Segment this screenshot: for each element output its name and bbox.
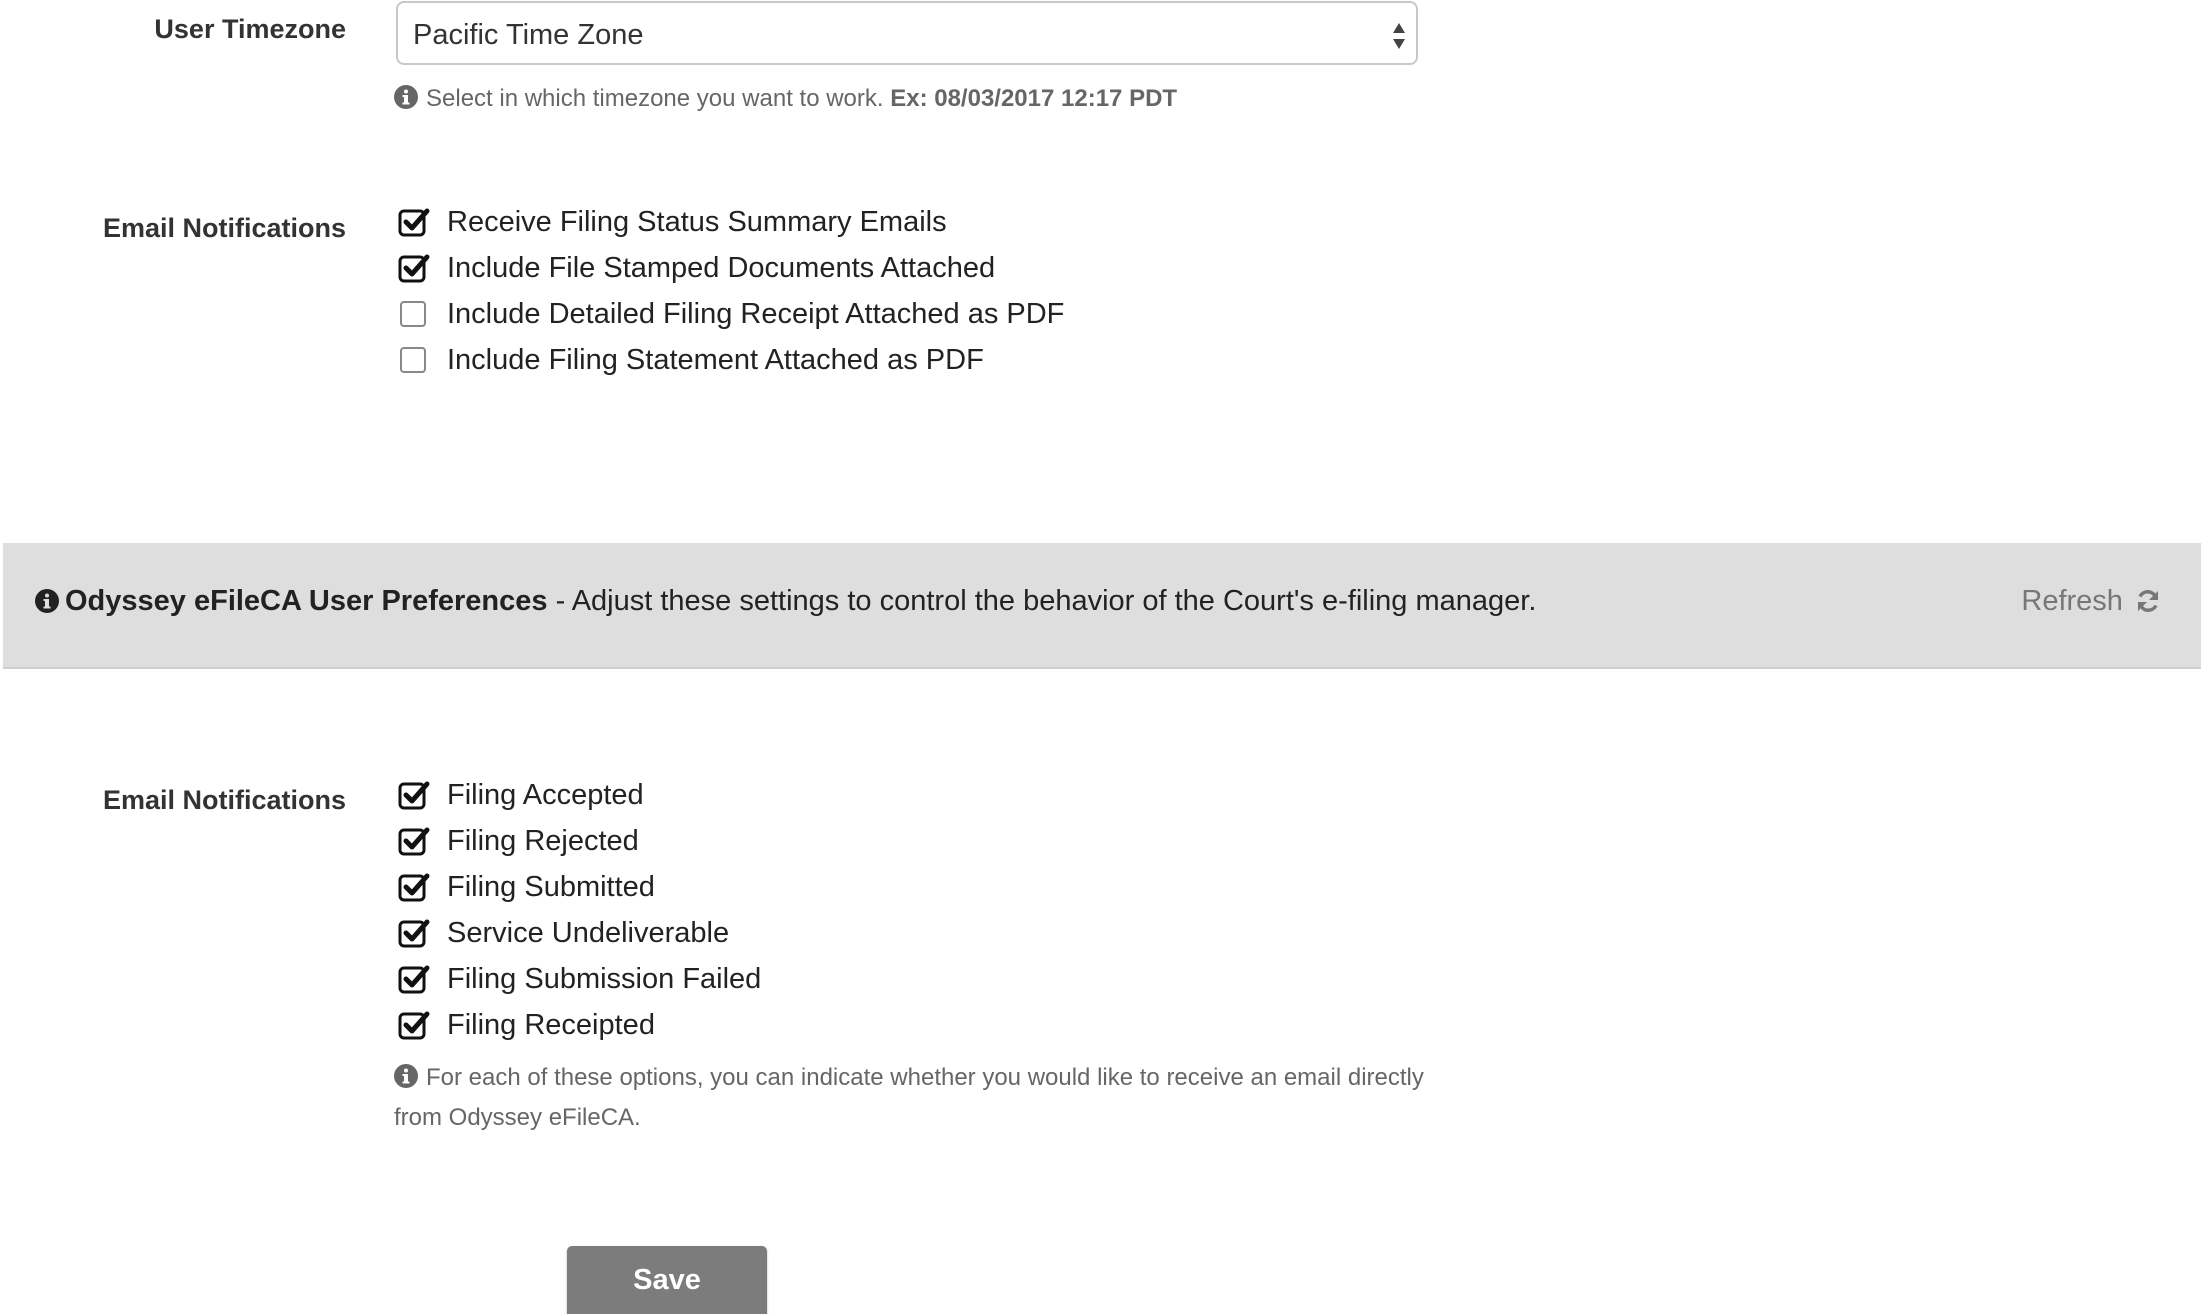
- banner-title: Odyssey eFileCA User Preferences: [65, 585, 548, 617]
- banner-description: - Adjust these settings to control the behavior of the Court's e-filing manager.: [547, 585, 1537, 617]
- checked-checkbox-icon[interactable]: [398, 206, 430, 238]
- checkbox-label: Include Filing Statement Attached as PDF: [447, 344, 984, 376]
- timezone-help: [394, 79, 1177, 119]
- checkbox-label: Filing Rejected: [447, 825, 639, 857]
- info-icon: [35, 589, 59, 613]
- refresh-label: Refresh: [2021, 585, 2123, 617]
- timezone-label: User Timezone: [154, 14, 346, 44]
- checkbox-label: Include File Stamped Documents Attached: [447, 252, 996, 284]
- checked-checkbox-icon[interactable]: [398, 252, 430, 284]
- checkbox-label: Service Undeliverable: [447, 917, 730, 949]
- timezone-help-text: Select in which timezone you want to work.: [426, 85, 884, 112]
- checked-checkbox-icon[interactable]: [398, 825, 430, 857]
- timezone-help-example: Ex: 08/03/2017 12:17 PDT: [890, 85, 1178, 112]
- efileca-help: [394, 1058, 1424, 1138]
- info-icon: [394, 1064, 418, 1088]
- timezone-selected-value: Pacific Time Zone: [413, 19, 644, 51]
- info-icon: [394, 85, 418, 109]
- checkbox-label: Filing Submitted: [447, 871, 655, 903]
- unchecked-checkbox-icon[interactable]: [398, 298, 430, 330]
- checked-checkbox-icon[interactable]: [398, 871, 430, 903]
- checkbox-label: Filing Accepted: [447, 779, 644, 811]
- checkbox-label: Receive Filing Status Summary Emails: [447, 206, 947, 238]
- efileca-help-line-2: from Odyssey eFileCA.: [394, 1104, 641, 1131]
- checkbox-label: Filing Submission Failed: [447, 963, 762, 995]
- select-arrows-icon: [1392, 21, 1406, 51]
- email-notifications-label: Email Notifications: [102, 213, 346, 243]
- efileca-help-line-1: For each of these options, you can indicate whether you would like to receive an email directly: [426, 1064, 1424, 1091]
- save-button[interactable]: Save: [567, 1246, 767, 1314]
- refresh-icon: [2135, 588, 2161, 614]
- checked-checkbox-icon[interactable]: [398, 779, 430, 811]
- timezone-select[interactable]: [396, 1, 1418, 65]
- efileca-email-notifications-label: Email Notifications: [102, 785, 346, 815]
- checkbox-label: Include Detailed Filing Receipt Attached as PDF: [447, 298, 1065, 330]
- preferences-banner: [3, 543, 2201, 669]
- refresh-button[interactable]: [2021, 585, 2161, 618]
- checked-checkbox-icon[interactable]: [398, 1009, 430, 1041]
- banner-message: [35, 585, 1536, 618]
- checked-checkbox-icon[interactable]: [398, 963, 430, 995]
- checkbox-label: Filing Receipted: [447, 1009, 655, 1041]
- checked-checkbox-icon[interactable]: [398, 917, 430, 949]
- unchecked-checkbox-icon[interactable]: [398, 344, 430, 376]
